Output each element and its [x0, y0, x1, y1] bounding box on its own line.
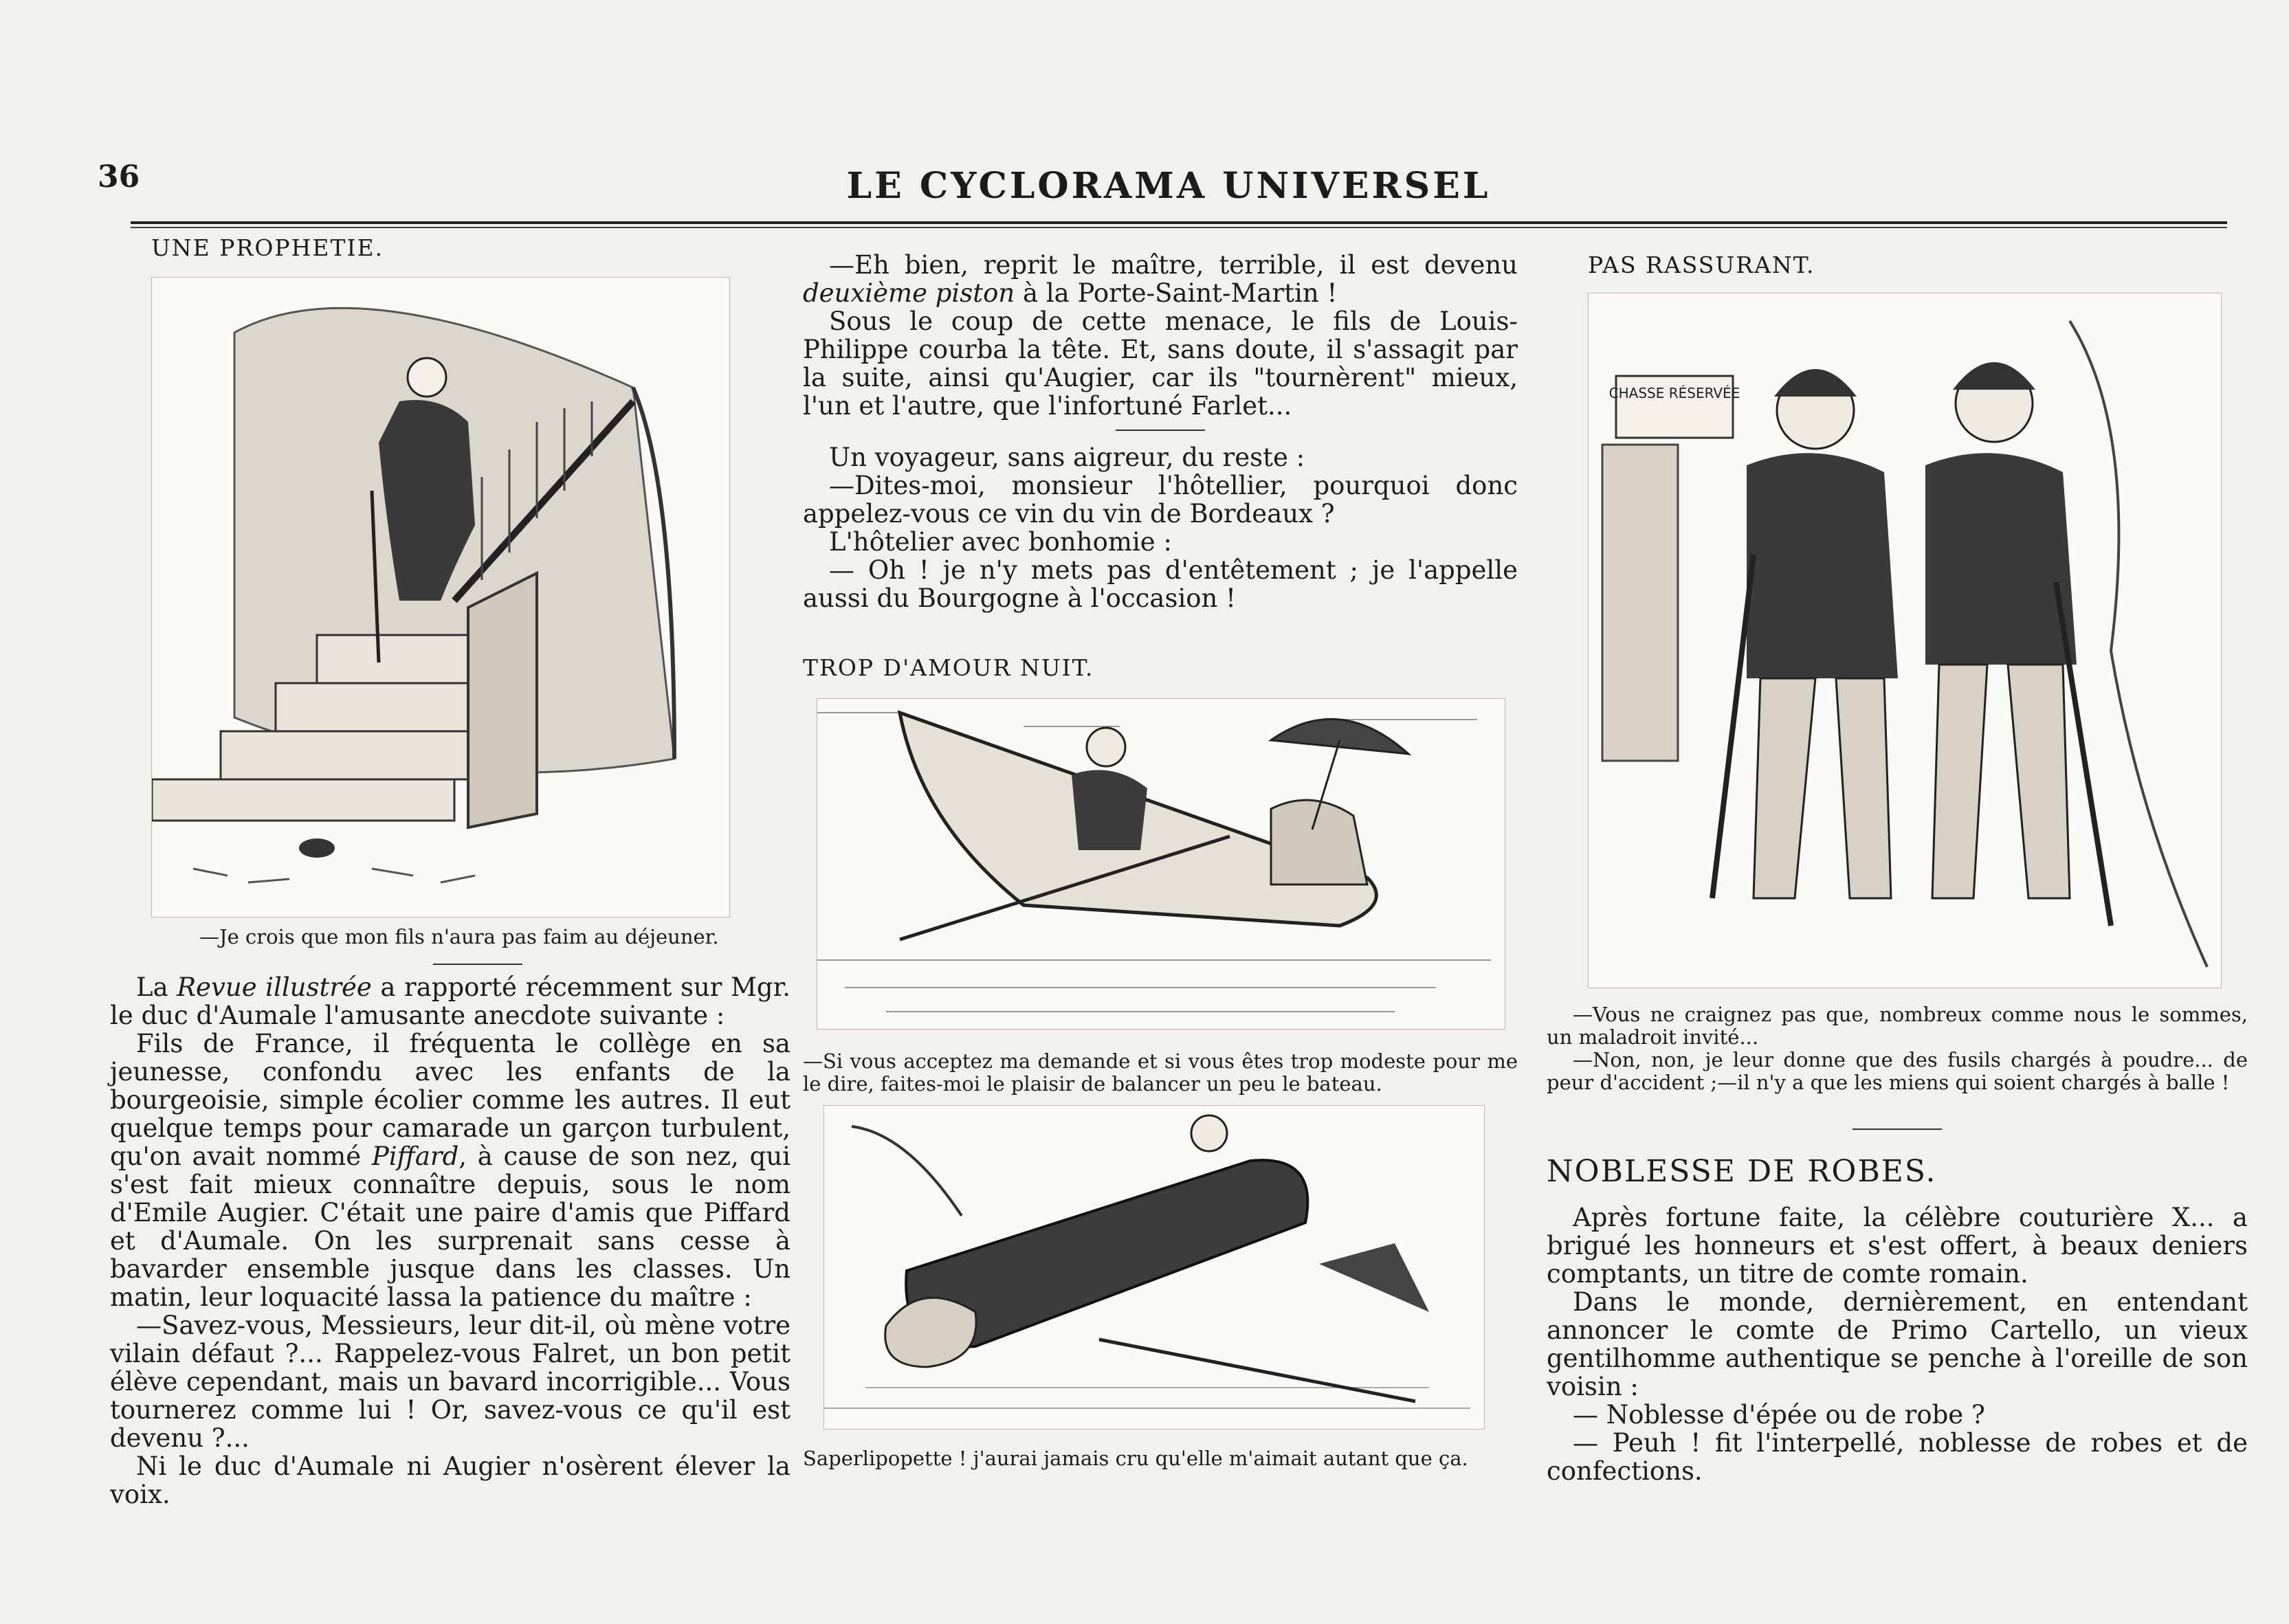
illustration-caption: —Je crois que mon fils n'aura pas faim au déjeuner. [199, 925, 719, 948]
paragraph [803, 251, 1518, 307]
rowboat-drawing [817, 699, 1505, 1029]
separator [1853, 1128, 1942, 1130]
illustration-caption: —Non, non, je leur donne que des fusils chargés à poudre... de peur d'accident ;—il n'y a que les miens qui soient chargés à balle ! [1547, 1048, 2248, 1094]
illustration-caption: —Si vous acceptez ma demande et si vous êtes trop modeste pour me le dire, faites-moi le plaisir de balancer un peu le bateau. [803, 1049, 1518, 1095]
capsized-boat-drawing [824, 1106, 1484, 1429]
illustration-caption: —Vous ne craignez pas que, nombreux comme nous le sommes, un maladroit invité... [1547, 1003, 2248, 1049]
paragraph: —Dites-moi, monsieur l'hôtellier, pourquoi donc appelez-vous ce vin du vin de Bordeaux ? [803, 471, 1518, 529]
column-middle [803, 251, 1518, 1470]
paragraph: — Peuh ! fit l'interpellé, noblesse de robes et de confections. [1547, 1428, 2248, 1486]
illustration-staircase [151, 277, 730, 917]
text: —Eh bien, reprit le maître, terrible, il est devenu [829, 250, 1518, 280]
text-italic: deuxième piston [803, 278, 1015, 308]
header-rule [131, 221, 2227, 224]
sign-text: CHASSE RÉSERVÉE [1608, 385, 1740, 401]
column-right [1547, 251, 2248, 1485]
text: a rapporté récemment sur Mgr. le duc d'Aumale l'amusante anecdote suivante : [110, 972, 791, 1030]
illustration-title: TROP D'AMOUR NUIT. [803, 654, 1094, 681]
paragraph: — Oh ! je n'y mets pas d'entêtement ; je l'appelle aussi du Bourgogne à l'occasion ! [803, 555, 1518, 613]
paragraph: Un voyageur, sans aigreur, du reste : [829, 443, 1305, 472]
paragraph [110, 973, 790, 1030]
illustration-caption: Saperlipopette ! j'aurai jamais cru qu'elle m'aimait autant que ça. [803, 1447, 1468, 1470]
text-italic: Piffard [371, 1142, 459, 1171]
paragraph: — Noblesse d'épée ou de robe ? [1573, 1400, 1985, 1430]
text: à la Porte-Saint-Martin ! [1015, 278, 1338, 308]
hunters-drawing [1589, 293, 2221, 988]
column-left [110, 234, 790, 1509]
paragraph: —Savez-vous, Messieurs, leur dit-il, où mène votre vilain défaut ?... Rappelez-vous Falret, un bon petit élève cependant, mais un bavard incorrigible... Vous tournerez comme lui ! Or, savez-vous ce qu'il est devenu ?... [110, 1311, 790, 1453]
header-rule-thin [131, 227, 2227, 228]
section-title: NOBLESSE DE ROBES. [1547, 1154, 1937, 1189]
text: , à cause de son nez, qui s'est fait mieux connaître depuis, sous le nom d'Emile Augier. C'était une paire d'amis que Piffard et d'Aumale. On les surprenait sans cesse à bavarder ensemble jusque dans les classes. Un matin, leur loquacité lassa la patience du maître : [110, 1142, 790, 1312]
illustration-capsized-boat [823, 1105, 1485, 1430]
separator [1116, 430, 1205, 431]
separator [433, 964, 522, 965]
illustration-title: PAS RASSURANT. [1588, 252, 1815, 278]
text: Fils de France, il fréquenta le collège en sa jeunesse, confondu avec les enfants de la bourgeoisie, simple écolier comme les autres. Il eut quelque temps pour camarade un garçon turbulent, qu'on avait nommé [110, 1029, 790, 1171]
illustration-rowboat [817, 698, 1505, 1030]
paragraph: Après fortune faite, la célèbre couturière X... a brigué les honneurs et s'est offert, à beaux deniers comptants, un titre de comte romain. [1547, 1203, 2248, 1289]
illustration-title: UNE PROPHETIE. [151, 234, 384, 261]
illustration-hunters [1588, 293, 2222, 988]
text: La [136, 972, 177, 1002]
paragraph: Sous le coup de cette menace, le fils de Louis-Philippe courba la tête. Et, sans doute, il s'assagit par la suite, ainsi qu'Augier, car ils "tournèrent" mieux, l'un et l'autre, que l'infortuné Farlet... [803, 307, 1518, 421]
page-number: 36 [98, 159, 140, 194]
staircase-drawing [152, 278, 729, 917]
paragraph: Dans le monde, dernièrement, en entendant annoncer le comte de Primo Cartello, un vieux gentilhomme authentique se penche à l'oreille de son voisin : [1547, 1287, 2248, 1401]
publication-title: LE CYCLORAMA UNIVERSEL [846, 165, 1491, 207]
paragraph: L'hôtelier avec bonhomie : [829, 527, 1172, 557]
paragraph [110, 1030, 790, 1311]
text-italic: Revue illustrée [177, 972, 372, 1002]
paragraph: Ni le duc d'Aumale ni Augier n'osèrent élever la voix. [110, 1451, 790, 1509]
